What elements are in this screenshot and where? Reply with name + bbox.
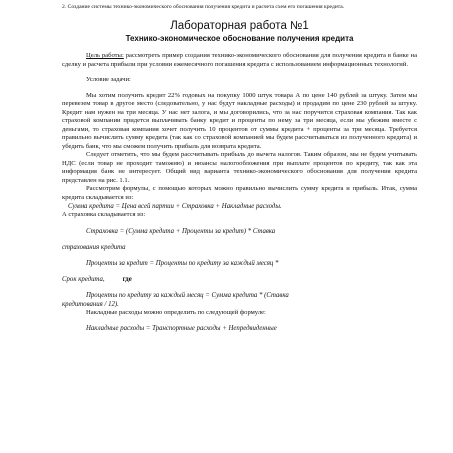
paragraph-taxes: Следует отметить, что мы будем рассчитывать прибыль до вычета налогов. Таким образом, мы не будем учитывать НДС (если товар не проходит таможню) и нюансы налогообложения при выплате процентов по кредиту, так как эта информация банк не интересует. Общий вид варианта технико-экономического обоснования для получения кредита представлен на рис. 1.1. (62, 151, 417, 184)
paragraph-problem: Мы хотим получить кредит 22% годовых на покупку 1000 штук товара А по цене 140 рублей за штуку. Затем мы перевезем товар в другое место (следовательно, у нас будут накладные расходы) и продадим по цене 230 рублей за штуку. Кредит нам нужен на три месяца. У нас нет залога, и мы договорились, что за нас поручится страховая компания. Так как страховой компании придется выплачивать банку кредит и проценты по нему за три месяца, если мы убежим вместе с деньгами, то страховая компания хочет получить 10 процентов от суммы кредита + проценты за три месяца. Требуется правильно вычислить сумму кредита (так как со страховой компанией мы будем рассчитываться из полученного кредита) и убедить банк, что мы сможем получить прибыль для возврата кредита. (62, 91, 417, 150)
header-note: 2. Создание системы технико-экономического обоснования получения кредита и расчета схем его погашения кредита. (62, 4, 345, 10)
formula-interest-line2 (62, 275, 417, 284)
formula-monthly-line1: Проценты по кредиту за каждый месяц = Сумма кредита * (Ставка (86, 291, 289, 299)
formula-overhead: Накладные расходы = Транспортные расходы + Непредвиденные (86, 325, 277, 332)
task-heading: Условие задачи: (86, 76, 131, 83)
page-subtitle: Технико-экономическое обоснование получения кредита (125, 34, 354, 43)
formula-interest-line1: Проценты за кредит = Проценты по кредиту за каждый месяц * (86, 259, 279, 267)
formula-interest-term: Срок кредита, (62, 275, 105, 283)
goal-label: Цель работы: (86, 52, 124, 59)
insurance-intro: А страховка складывается из: (62, 211, 146, 218)
where-word: где (122, 275, 132, 283)
overhead-intro: Накладные расходы можно определить по следующей формуле: (86, 308, 266, 316)
formula-credit-sum: Сумма кредита = Цена всей партии + Страховка + Накладные расходы. (68, 203, 282, 210)
formula-monthly-line2: кредитования / 12). (62, 300, 119, 308)
goal-paragraph (62, 52, 417, 69)
goal-text: рассмотреть пример создания технико-экономического обоснования для получения кредита в банке на сделку и расчета прибыли при условии ежемесячного погашения кредита с использованием информационных технологий. (62, 52, 417, 68)
paragraph-formulas-intro: Рассмотрим формулы, с помощью которых можно правильно вычислить сумму кредита и прибыль. Итак, сумма кредита складывается из: (62, 185, 417, 201)
page-title: Лабораторная работа №1 (170, 20, 309, 32)
formula-insurance-line2: страхования кредита (62, 243, 126, 251)
formula-insurance-line1: Страховка = (Сумма кредита + Проценты за кредит) * Ставка (86, 227, 276, 235)
